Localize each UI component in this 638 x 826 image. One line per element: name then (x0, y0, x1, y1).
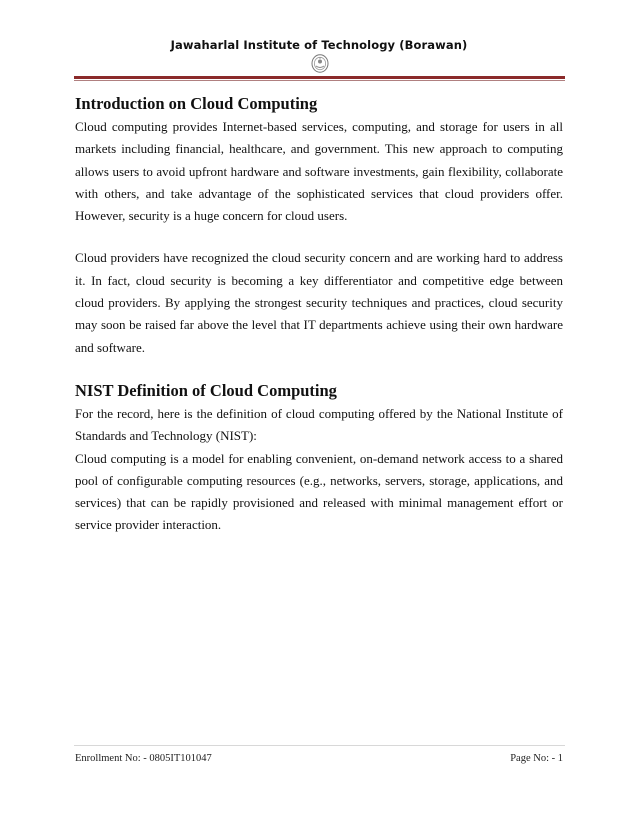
page-number: Page No: - 1 (510, 753, 563, 764)
institute-emblem-icon (311, 54, 329, 73)
section-heading-intro: Introduction on Cloud Computing (75, 94, 318, 113)
document-body (75, 94, 563, 537)
enrollment-number: Enrollment No: - 0805IT101047 (75, 753, 212, 764)
header-divider (74, 76, 565, 79)
header-divider-thin (74, 80, 565, 81)
footer-divider (74, 745, 565, 746)
paragraph-nist-1: For the record, here is the definition of cloud computing offered by the National Institute of Standards and Technology (NIST): (75, 405, 563, 444)
paragraph-intro-2: Cloud providers have recognized the cloud security concern and are working hard to address it. In fact, cloud security is becoming a key differentiator and competitive edge between cloud providers. By applying the strongest security techniques and practices, cloud security may soon be raised far above the level that IT departments achieve using their own hardware and software. (75, 250, 563, 355)
paragraph-nist-2: Cloud computing is a model for enabling convenient, on-demand network access to a shared pool of configurable computing resources (e.g., networks, servers, storage, applications, and services) that can be rapidly provisioned and released with minimal management effort or service provider interaction. (75, 450, 563, 533)
section-heading-nist: NIST Definition of Cloud Computing (75, 380, 337, 400)
paragraph-intro-1: Cloud computing provides Internet-based services, computing, and storage for users in all markets including financial, healthcare, and government. This new approach to computing allows users to avoid upfront hardware and software investments, gain flexibility, collaborate with others, and take advantage of the sophisticated services that cloud providers offer. However, security is a huge concern for cloud users. (75, 119, 563, 224)
institute-title: Jawaharlal Institute of Technology (Borawan) (170, 38, 468, 52)
